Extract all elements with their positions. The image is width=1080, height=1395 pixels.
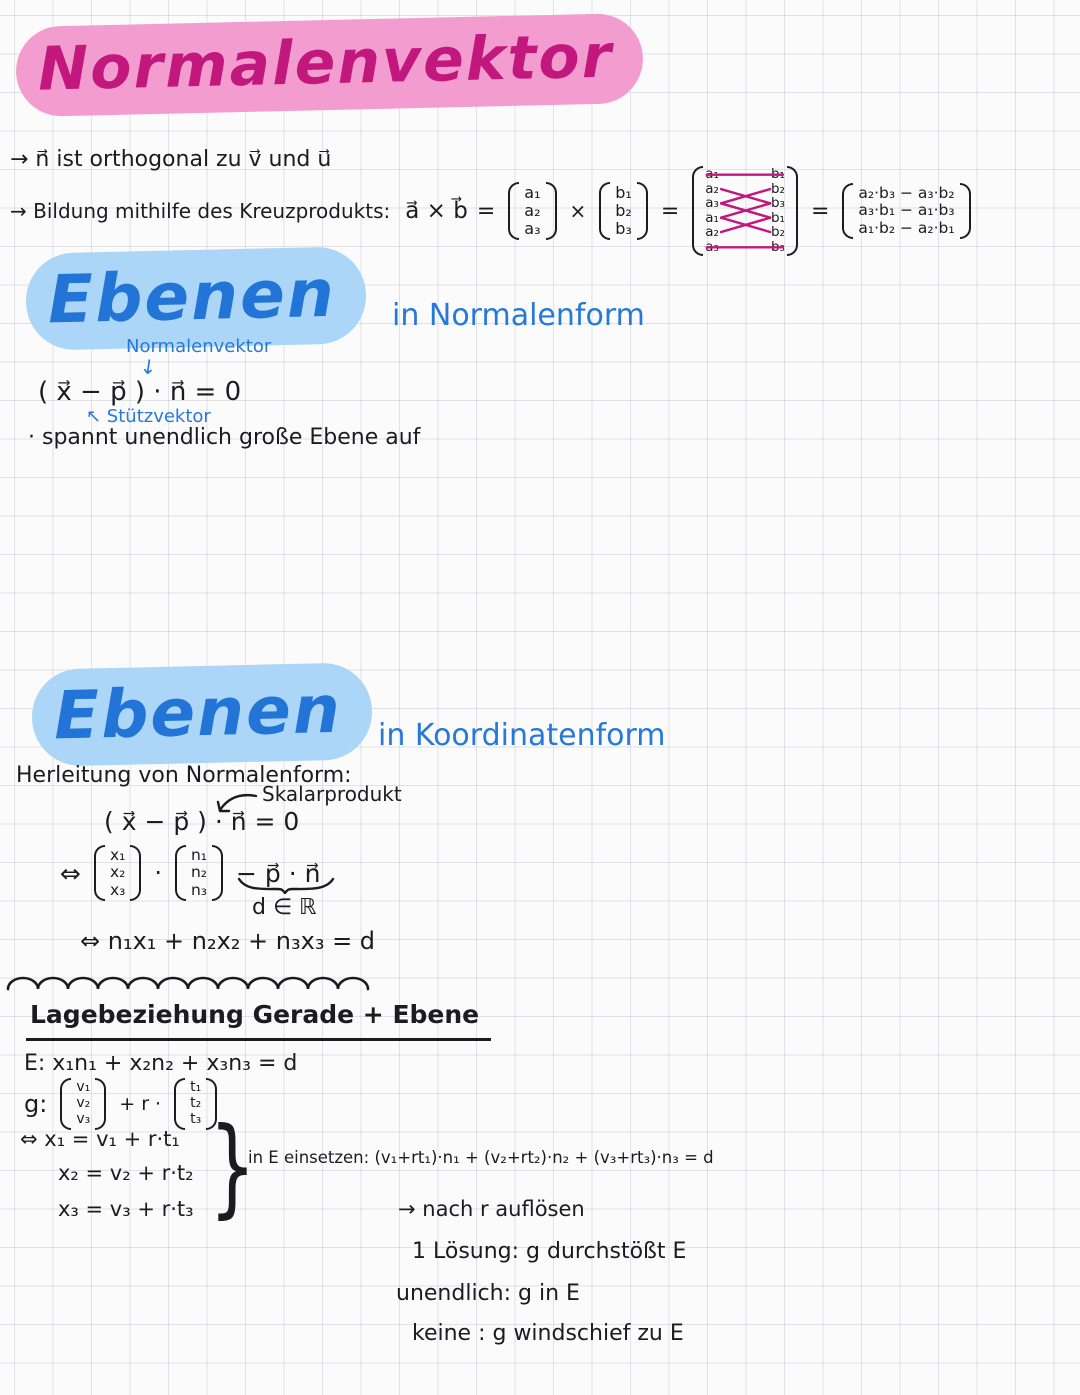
heading-ebenen-koordinatenform (32, 666, 372, 763)
section-title: Ebenen (25, 246, 367, 351)
g-label: g: (24, 1090, 48, 1118)
dot-sign: · (154, 859, 162, 887)
times-sign: × (569, 199, 587, 223)
ebene-bullet-note: · spannt unendlich große Ebene auf (28, 425, 421, 450)
equals-sign: = (810, 198, 830, 224)
label-skalarprodukt: Skalarprodukt (262, 782, 402, 806)
mnemonic-cell: b₂ (770, 180, 785, 197)
underbrace-icon (236, 876, 336, 894)
koordinatenform-formula2: ⇔ n₁x₁ + n₂x₂ + n₃x₃ = d (80, 927, 376, 955)
heading-ebenen-normalenform (26, 250, 366, 347)
cross-lhs: a⃗ × b⃗ (405, 198, 468, 224)
mnemonic-cell: b₃ (770, 238, 785, 255)
page-title: Normalenvektor (15, 13, 644, 117)
mnemonic-cell: a₁ (705, 209, 719, 226)
result-vector (842, 183, 970, 239)
plus-r-term: + r · (119, 1093, 162, 1115)
wavy-divider-icon (6, 974, 378, 994)
vector-n-1: n₁ (190, 845, 208, 864)
brace-icon: } (209, 1105, 256, 1230)
vector-t-2: t₂ (190, 1095, 202, 1112)
herleitung-label: Herleitung von Normalenform: (16, 763, 352, 788)
mnemonic-cell: b₁ (770, 209, 785, 226)
vector-t-3: t₃ (190, 1110, 202, 1127)
vector-a (508, 182, 556, 240)
mnemonic-cell: a₂ (705, 224, 719, 240)
mnemonic-cell: a₁ (705, 166, 719, 182)
mnemonic-cell: b₃ (770, 195, 785, 211)
case-no-solution: keine : g windschief zu E (412, 1321, 684, 1346)
bildung-label: → Bildung mithilfe des Kreuzprodukts: (10, 198, 391, 223)
vector-a-1: a₁ (524, 183, 541, 203)
normalenform-formula: ( x⃗ − p⃗ ) · n⃗ = 0 (38, 377, 242, 407)
equals-sign: = (476, 198, 496, 224)
equals-sign: = (660, 198, 680, 224)
cross-product-row (10, 165, 975, 257)
orthogonal-note: → n⃗ ist orthogonal zu v⃗ und u⃗ (10, 147, 332, 172)
label-normalenvektor: Normalenvektor (126, 336, 272, 357)
component-eq-3: x₃ = v₃ + r·t₃ (58, 1197, 194, 1221)
vector-x (94, 845, 141, 901)
vector-v (60, 1078, 106, 1129)
down-arrow-icon: ↓ (138, 353, 159, 381)
vector-v-1: v₁ (76, 1079, 91, 1096)
subtitle-normalenform: in Normalenform (392, 298, 645, 333)
nach-r-note: → nach r auflösen (398, 1197, 585, 1221)
vector-n-3: n₃ (190, 880, 208, 899)
d-element-r-label: d ∈ ℝ (252, 895, 317, 920)
label-stuetzvektor: ↖ Stützvektor (86, 406, 211, 427)
mnemonic-cell: b₁ (770, 166, 785, 182)
vector-b-3: b₃ (615, 218, 632, 238)
vector-b (599, 182, 648, 240)
result-row: a₃·b₁ − a₁·b₃ (858, 201, 955, 220)
vector-t-1: t₁ (190, 1079, 202, 1096)
vector-n-2: n₂ (190, 863, 208, 882)
ebene-equation-E: E: x₁n₁ + x₂n₂ + x₃n₃ = d (24, 1051, 298, 1076)
component-eq-2: x₂ = v₂ + r·t₂ (58, 1161, 194, 1185)
mnemonic-cell: a₂ (705, 180, 719, 197)
case-one-solution: 1 Lösung: g durchstößt E (412, 1239, 687, 1264)
mnemonic-cell: b₂ (770, 224, 785, 240)
vector-x-3: x₃ (109, 880, 126, 899)
subtitle-koordinatenform: in Koordinatenform (378, 718, 666, 753)
vector-x-2: x₂ (109, 863, 126, 882)
result-row: a₂·b₃ − a₃·b₂ (858, 183, 955, 202)
mnemonic-cell: a₃ (705, 238, 719, 255)
result-row: a₁·b₂ − a₂·b₁ (858, 218, 955, 237)
vector-b-1: b₁ (615, 183, 632, 203)
case-infinite-solutions: unendlich: g in E (396, 1281, 580, 1306)
title-normalenvektor (16, 20, 643, 110)
koordinatenform-formula1: ( x⃗ − p⃗ ) · n⃗ = 0 (104, 807, 300, 836)
component-eq-1: ⇔ x₁ = v₁ + r·t₁ (20, 1127, 180, 1151)
vector-x-1: x₁ (109, 845, 126, 864)
lagebeziehung-heading: Lagebeziehung Gerade + Ebene (26, 1000, 491, 1041)
vector-a-3: a₃ (524, 218, 541, 238)
equivalence-sign: ⇔ (60, 858, 81, 888)
gerade-equation-g (24, 1078, 221, 1130)
vector-v-2: v₂ (76, 1095, 91, 1112)
minus-pn-term: − p⃗ · n⃗ (236, 858, 321, 888)
section-title: Ebenen (31, 662, 373, 767)
vector-n (175, 845, 223, 901)
vector-a-2: a₂ (524, 201, 541, 221)
einsetzen-note: in E einsetzen: (v₁+rt₁)·n₁ + (v₂+rt₂)·n₂ + (v₃+rt₃)·n₃ = d (248, 1148, 714, 1167)
vector-b-2: b₂ (615, 201, 632, 221)
mnemonic-cell: a₃ (705, 195, 719, 211)
cross-mnemonic-matrix (692, 166, 798, 256)
vector-v-3: v₃ (76, 1110, 91, 1127)
